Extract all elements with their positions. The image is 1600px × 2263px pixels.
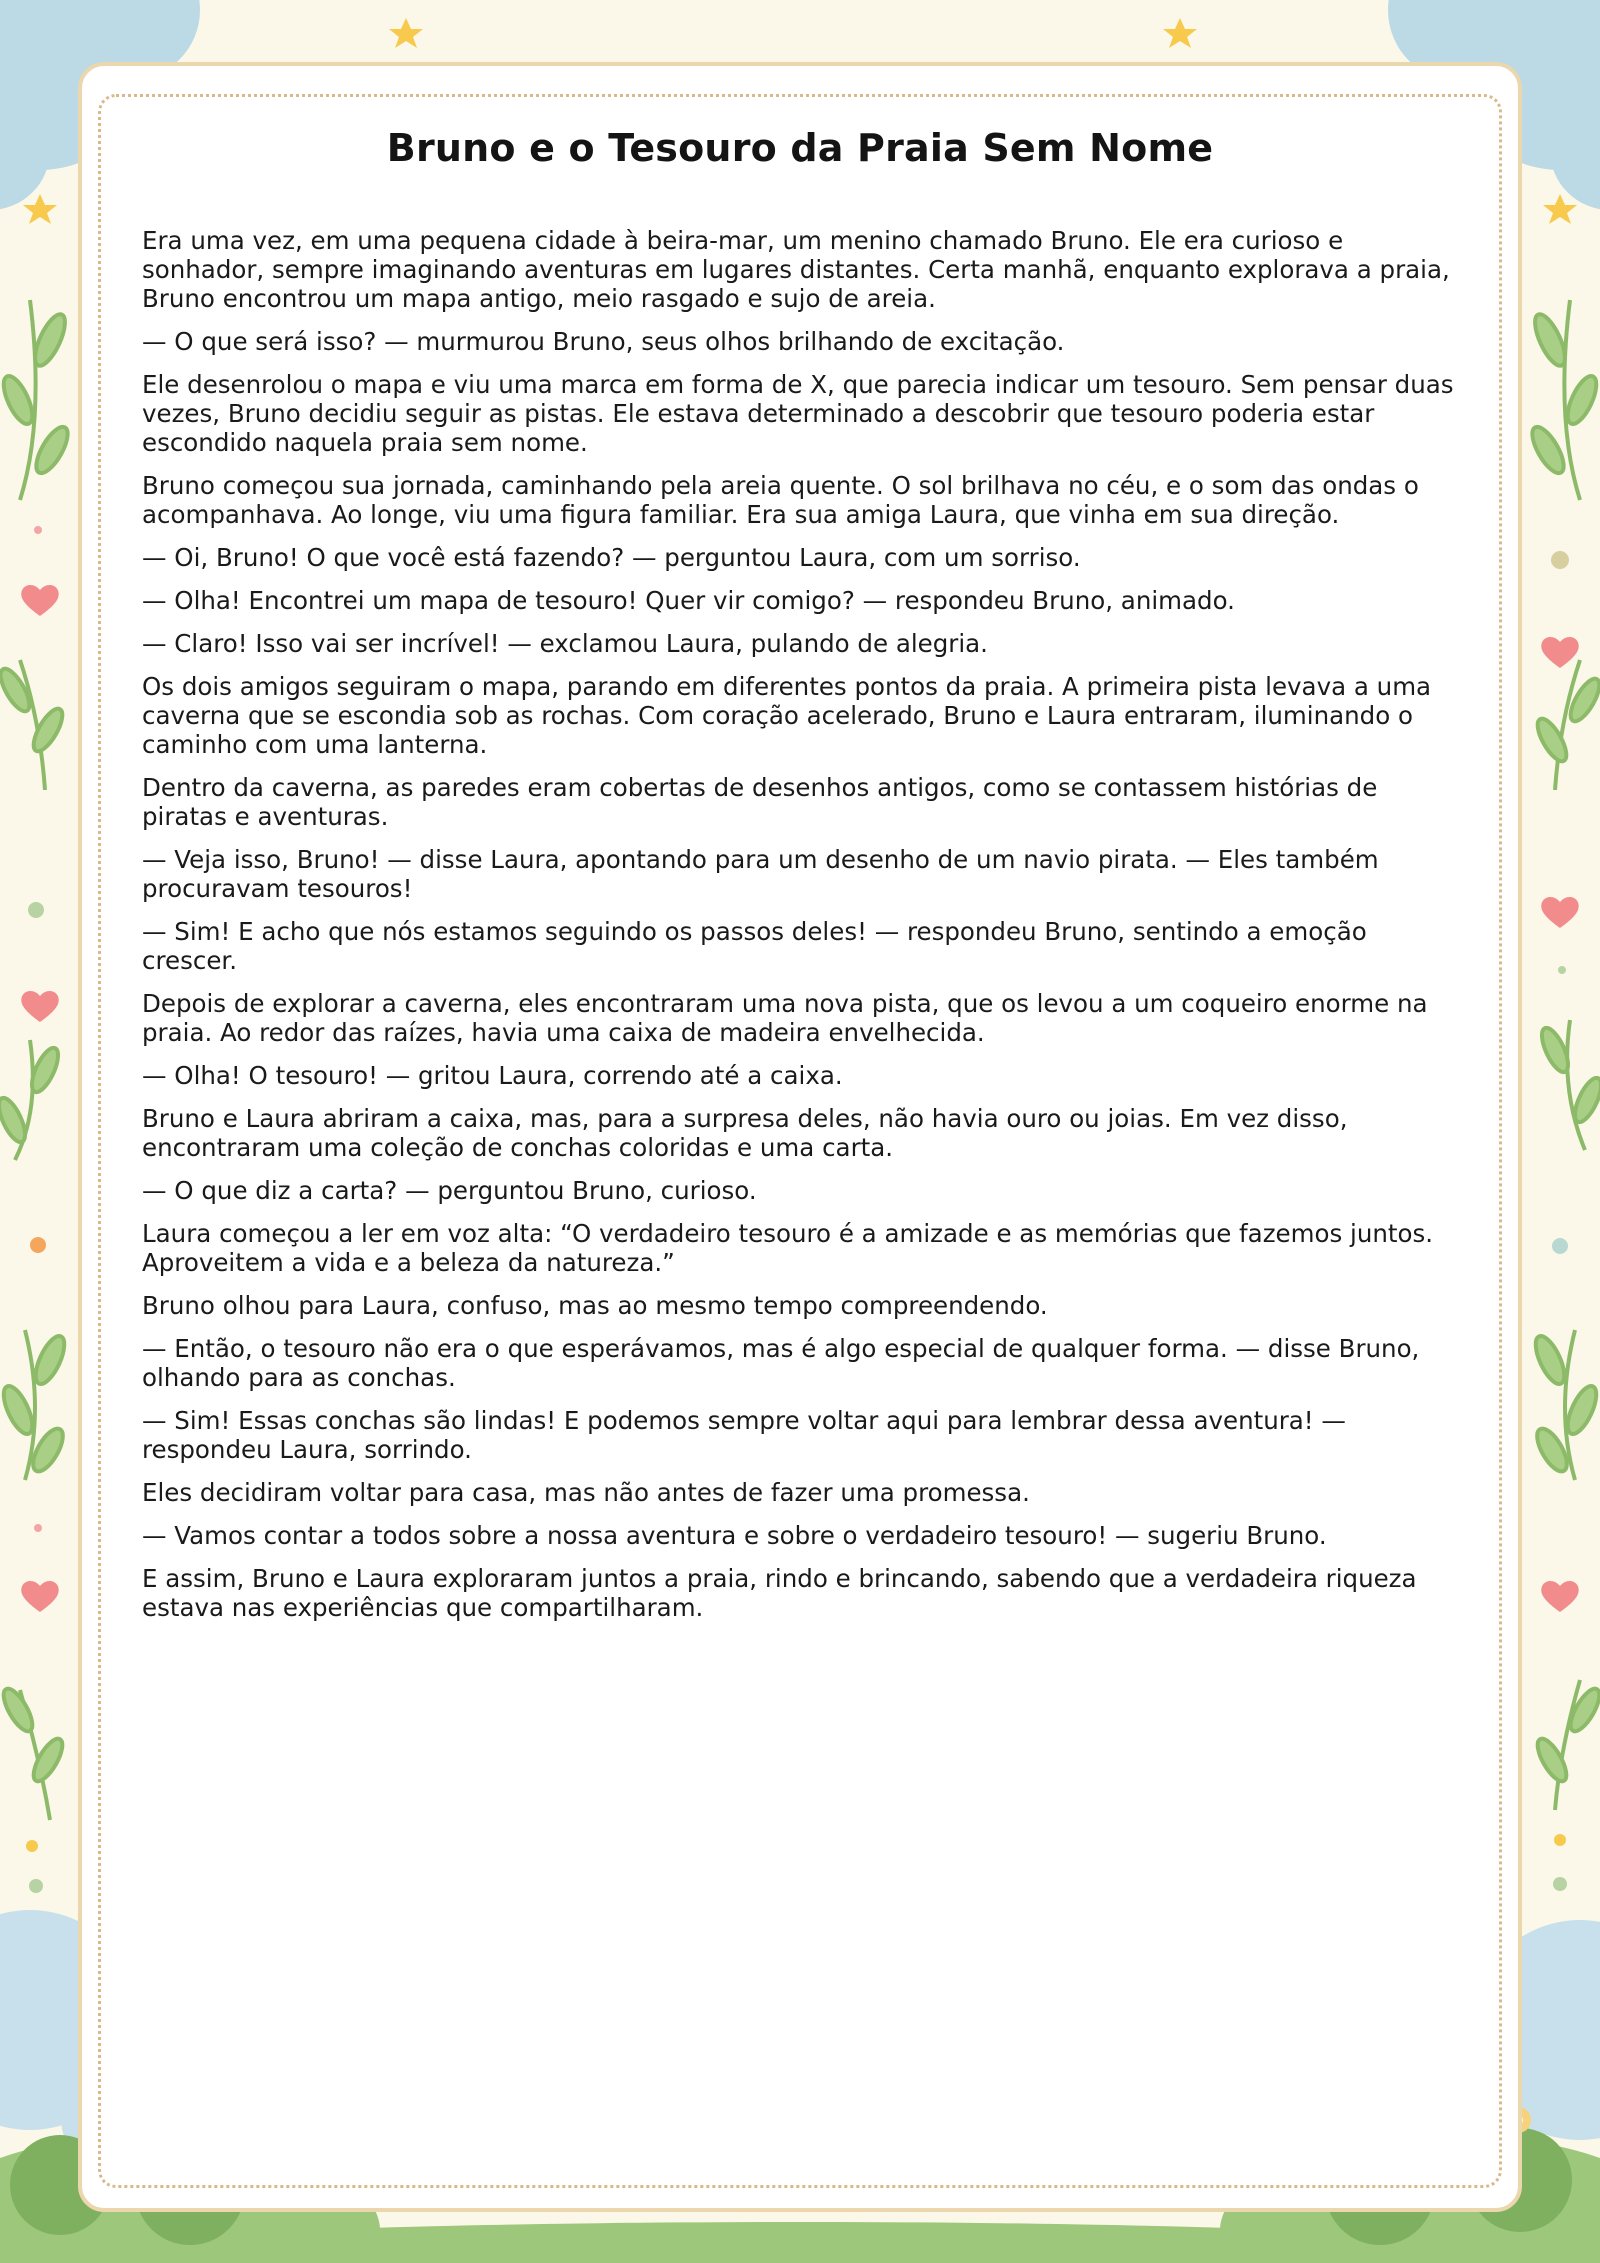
story-paragraph: Depois de explorar a caverna, eles encontraram uma nova pista, que os levou a um coqueiro enorme na praia. Ao redor das raízes, havia uma caixa de madeira envelhecida. (142, 989, 1428, 1047)
story-paragraph: Ele desenrolou o mapa e viu uma marca em forma de X, que parecia indicar um tesouro. Sem pensar duas vezes, Bruno decidiu seguir as pistas. Ele estava determinado a descobrir que tesouro poderia estar escondido naquela praia sem nome. (142, 370, 1454, 457)
story-paragraph: — Sim! E acho que nós estamos seguindo os passos deles! — respondeu Bruno, sentindo a emoção crescer. (142, 917, 1367, 975)
story-body (142, 226, 1460, 1636)
story-paragraph: Laura começou a ler em voz alta: “O verdadeiro tesouro é a amizade e as memórias que fazemos juntos. Aproveitem a vida e a beleza da natureza.” (142, 1219, 1434, 1277)
story-paragraph: — Sim! Essas conchas são lindas! E podemos sempre voltar aqui para lembrar dessa aventura! — respondeu Laura, sorrindo. (142, 1406, 1346, 1464)
story-title: Bruno e o Tesouro da Praia Sem Nome (386, 126, 1214, 170)
story-paragraph: Bruno e Laura abriram a caixa, mas, para a surpresa deles, não havia ouro ou joias. Em vez disso, encontraram uma coleção de conchas coloridas e uma carta. (142, 1104, 1348, 1162)
story-paragraph: Bruno começou sua jornada, caminhando pela areia quente. O sol brilhava no céu, e o som das ondas o acompanhava. Ao longe, viu uma figura familiar. Era sua amiga Laura, que vinha em sua direção. (142, 471, 1419, 529)
story-paragraph: E assim, Bruno e Laura exploraram juntos a praia, rindo e brincando, sabendo que a verdadeira riqueza estava nas experiências que compartilharam. (142, 1564, 1417, 1622)
story-paragraph: — Veja isso, Bruno! — disse Laura, apontando para um desenho de um navio pirata. — Eles também procuravam tesouros! (142, 845, 1379, 903)
story-paragraph: — Claro! Isso vai ser incrível! — exclamou Laura, pulando de alegria. (142, 629, 988, 658)
story-paragraph: — Então, o tesouro não era o que esperávamos, mas é algo especial de qualquer forma. — disse Bruno, olhando para as conchas. (142, 1334, 1420, 1392)
story-paragraph: — O que diz a carta? — perguntou Bruno, curioso. (142, 1176, 757, 1205)
story-paragraph: — Oi, Bruno! O que você está fazendo? — perguntou Laura, com um sorriso. (142, 543, 1081, 572)
story-paragraph: Os dois amigos seguiram o mapa, parando em diferentes pontos da praia. A primeira pista levava a uma caverna que se escondia sob as rochas. Com coração acelerado, Bruno e Laura entraram, iluminando o caminho com uma lanterna. (142, 672, 1432, 759)
story-paragraph: — Vamos contar a todos sobre a nossa aventura e sobre o verdadeiro tesouro! — sugeriu Bruno. (142, 1521, 1327, 1550)
story-paragraph: Bruno olhou para Laura, confuso, mas ao mesmo tempo compreendendo. (142, 1291, 1048, 1320)
story-paragraph: Dentro da caverna, as paredes eram cobertas de desenhos antigos, como se contassem histórias de piratas e aventuras. (142, 773, 1378, 831)
story-paragraph: — O que será isso? — murmurou Bruno, seus olhos brilhando de excitação. (142, 327, 1065, 356)
story-paragraph: — Olha! Encontrei um mapa de tesouro! Quer vir comigo? — respondeu Bruno, animado. (142, 586, 1235, 615)
story-paragraph: Eles decidiram voltar para casa, mas não antes de fazer uma promessa. (142, 1478, 1030, 1507)
story-paragraph: — Olha! O tesouro! — gritou Laura, correndo até a caixa. (142, 1061, 843, 1090)
story-paragraph: Era uma vez, em uma pequena cidade à beira-mar, um menino chamado Bruno. Ele era curioso e sonhador, sempre imaginando aventuras em lugares distantes. Certa manhã, enquanto explorava a praia, Bruno encontrou um mapa antigo, meio rasgado e sujo de areia. (142, 226, 1450, 313)
